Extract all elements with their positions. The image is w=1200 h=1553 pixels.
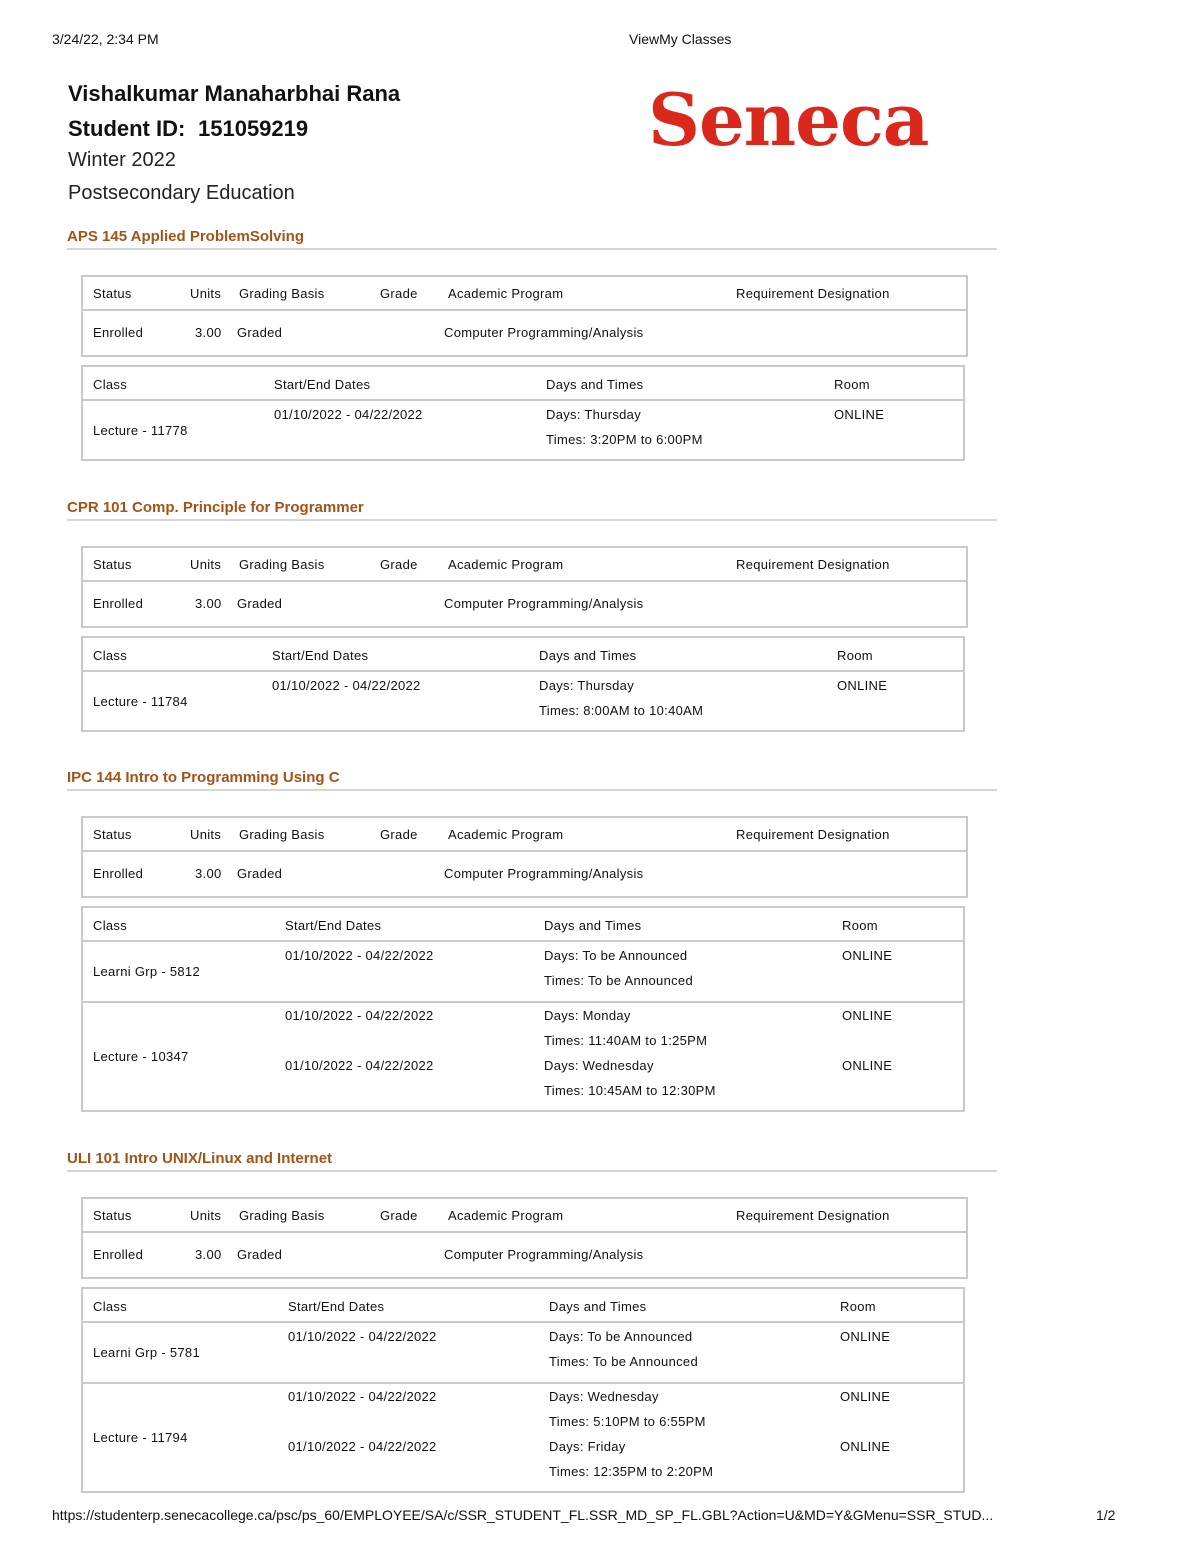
enrollment-header-cell: Units [190, 1208, 222, 1223]
enrollment-header-cell: Status [93, 286, 132, 301]
room-cell: ONLINE [834, 407, 885, 422]
course-divider [67, 789, 997, 791]
room-cell: ONLINE [842, 948, 893, 963]
enrollment-table [81, 816, 968, 898]
enrollment-header-cell: Grading Basis [239, 557, 325, 572]
dates-cell: 01/10/2022 - 04/22/2022 [288, 1439, 437, 1454]
schedule-header-cell: Room [834, 377, 870, 392]
header-divider [83, 399, 963, 401]
schedule-header-cell: Class [93, 918, 128, 933]
schedule-header-cell: Days and Times [544, 918, 642, 933]
schedule-header-cell: Class [93, 377, 128, 392]
enrollment-table [81, 1197, 968, 1279]
enrollment-units-cell: 3.00 [195, 325, 222, 340]
course-title: APS 145 Applied ProblemSolving [67, 228, 304, 245]
schedule-table [81, 636, 965, 732]
course-title: IPC 144 Intro to Programming Using C [67, 769, 340, 786]
enrollment-grading-cell: Graded [237, 325, 283, 340]
enrollment-header-cell: Grading Basis [239, 286, 325, 301]
class-name-cell: Learni Grp - 5781 [93, 1345, 200, 1360]
enrollment-header-cell: Requirement Designation [736, 827, 890, 842]
room-cell: ONLINE [842, 1008, 893, 1023]
schedule-header-cell: Class [93, 648, 128, 663]
enrollment-header-cell: Requirement Designation [736, 286, 890, 301]
room-cell: ONLINE [840, 1439, 891, 1454]
dates-cell: 01/10/2022 - 04/22/2022 [288, 1389, 437, 1404]
enrollment-header-cell: Requirement Designation [736, 1208, 890, 1223]
times-cell: Times: 5:10PM to 6:55PM [549, 1414, 706, 1429]
schedule-header-cell: Start/End Dates [285, 918, 382, 933]
enrollment-program-cell: Computer Programming/Analysis [444, 1247, 644, 1262]
class-name-cell: Lecture - 11784 [93, 694, 188, 709]
dates-cell: 01/10/2022 - 04/22/2022 [285, 1058, 434, 1073]
enrollment-header-cell: Units [190, 286, 222, 301]
room-cell: ONLINE [837, 678, 888, 693]
enrollment-header-cell: Academic Program [448, 827, 564, 842]
days-cell: Days: To be Announced [549, 1329, 693, 1344]
dates-cell: 01/10/2022 - 04/22/2022 [272, 678, 421, 693]
header-divider [83, 670, 963, 672]
enrollment-status-cell: Enrolled [93, 1247, 144, 1262]
header-divider [83, 309, 966, 311]
enrollment-header-cell: Grade [380, 1208, 418, 1223]
row-divider [83, 1001, 963, 1003]
course-divider [67, 248, 997, 250]
page-footer-url: https://studenterp.senecacollege.ca/psc/ps_60/EMPLOYEE/SA/c/SSR_STUDENT_FL.SSR_MD_SP_FL.GBL?Action=U&MD=Y&GMenu=SSR_STUD... [52, 1507, 994, 1523]
dates-cell: 01/10/2022 - 04/22/2022 [288, 1329, 437, 1344]
days-cell: Days: Friday [549, 1439, 626, 1454]
room-cell: ONLINE [840, 1389, 891, 1404]
enrollment-program-cell: Computer Programming/Analysis [444, 596, 644, 611]
page-number: 1/2 [1096, 1507, 1116, 1523]
enrollment-header-cell: Grading Basis [239, 1208, 325, 1223]
course-divider [67, 1170, 997, 1172]
schedule-header-cell: Start/End Dates [272, 648, 369, 663]
days-cell: Days: Thursday [546, 407, 641, 422]
enrollment-units-cell: 3.00 [195, 1247, 222, 1262]
enrollment-header-cell: Status [93, 827, 132, 842]
enrollment-grading-cell: Graded [237, 596, 283, 611]
schedule-header-cell: Class [93, 1299, 128, 1314]
times-cell: Times: 11:40AM to 1:25PM [544, 1033, 708, 1048]
enrollment-header-cell: Status [93, 1208, 132, 1223]
days-cell: Days: Monday [544, 1008, 631, 1023]
class-name-cell: Lecture - 11794 [93, 1430, 188, 1445]
header-divider [83, 850, 966, 852]
schedule-table [81, 365, 965, 461]
enrollment-header-cell: Grade [380, 827, 418, 842]
schedule-table [81, 906, 965, 1112]
enrollment-header-cell: Academic Program [448, 557, 564, 572]
schedule-header-cell: Days and Times [549, 1299, 647, 1314]
enrollment-table [81, 546, 968, 628]
dates-cell: 01/10/2022 - 04/22/2022 [274, 407, 423, 422]
dates-cell: 01/10/2022 - 04/22/2022 [285, 1008, 434, 1023]
enrollment-header-cell: Status [93, 557, 132, 572]
times-cell: Times: To be Announced [544, 973, 693, 988]
enrollment-status-cell: Enrolled [93, 866, 144, 881]
student-id: 151059219 [198, 116, 309, 141]
enrollment-status-cell: Enrolled [93, 596, 144, 611]
enrollment-grading-cell: Graded [237, 1247, 283, 1262]
course-title: ULI 101 Intro UNIX/Linux and Internet [67, 1150, 333, 1167]
enrollment-header-cell: Units [190, 827, 222, 842]
header-divider [83, 1321, 963, 1323]
days-cell: Days: Wednesday [549, 1389, 659, 1404]
times-cell: Times: 12:35PM to 2:20PM [549, 1464, 714, 1479]
dates-cell: 01/10/2022 - 04/22/2022 [285, 948, 434, 963]
days-cell: Days: To be Announced [544, 948, 688, 963]
class-name-cell: Lecture - 11778 [93, 423, 188, 438]
enrollment-header-cell: Grading Basis [239, 827, 325, 842]
times-cell: Times: 10:45AM to 12:30PM [544, 1083, 716, 1098]
course-title: CPR 101 Comp. Principle for Programmer [67, 499, 364, 516]
enrollment-header-cell: Academic Program [448, 1208, 564, 1223]
schedule-header-cell: Room [840, 1299, 876, 1314]
seneca-logo: Seneca [648, 77, 929, 162]
schedule-header-cell: Room [837, 648, 873, 663]
enrollment-header-cell: Grade [380, 286, 418, 301]
days-cell: Days: Thursday [539, 678, 634, 693]
enrollment-header-cell: Units [190, 557, 222, 572]
schedule-header-cell: Start/End Dates [274, 377, 371, 392]
room-cell: ONLINE [842, 1058, 893, 1073]
header-divider [83, 1231, 966, 1233]
enrollment-table [81, 275, 968, 357]
times-cell: Times: To be Announced [549, 1354, 698, 1369]
course-divider [67, 519, 997, 521]
schedule-header-cell: Days and Times [539, 648, 637, 663]
header-divider [83, 580, 966, 582]
enrollment-units-cell: 3.00 [195, 596, 222, 611]
term: Winter 2022 [68, 149, 176, 171]
enrollment-grading-cell: Graded [237, 866, 283, 881]
enrollment-units-cell: 3.00 [195, 866, 222, 881]
header-divider [83, 940, 963, 942]
schedule-header-cell: Room [842, 918, 878, 933]
times-cell: Times: 3:20PM to 6:00PM [546, 432, 703, 447]
schedule-table [81, 1287, 965, 1493]
enrollment-header-cell: Grade [380, 557, 418, 572]
page-header-title: ViewMy Classes [629, 31, 732, 47]
times-cell: Times: 8:00AM to 10:40AM [539, 703, 704, 718]
schedule-header-cell: Days and Times [546, 377, 644, 392]
student-name: Vishalkumar Manaharbhai Rana [68, 81, 401, 106]
enrollment-program-cell: Computer Programming/Analysis [444, 325, 644, 340]
schedule-header-cell: Start/End Dates [288, 1299, 385, 1314]
career: Postsecondary Education [68, 182, 295, 204]
student-id-label: Student ID: [68, 116, 186, 141]
room-cell: ONLINE [840, 1329, 891, 1344]
enrollment-program-cell: Computer Programming/Analysis [444, 866, 644, 881]
class-name-cell: Learni Grp - 5812 [93, 964, 200, 979]
class-name-cell: Lecture - 10347 [93, 1049, 189, 1064]
row-divider [83, 1382, 963, 1384]
enrollment-header-cell: Requirement Designation [736, 557, 890, 572]
enrollment-header-cell: Academic Program [448, 286, 564, 301]
enrollment-status-cell: Enrolled [93, 325, 144, 340]
days-cell: Days: Wednesday [544, 1058, 654, 1073]
page-header-datetime: 3/24/22, 2:34 PM [52, 31, 159, 47]
